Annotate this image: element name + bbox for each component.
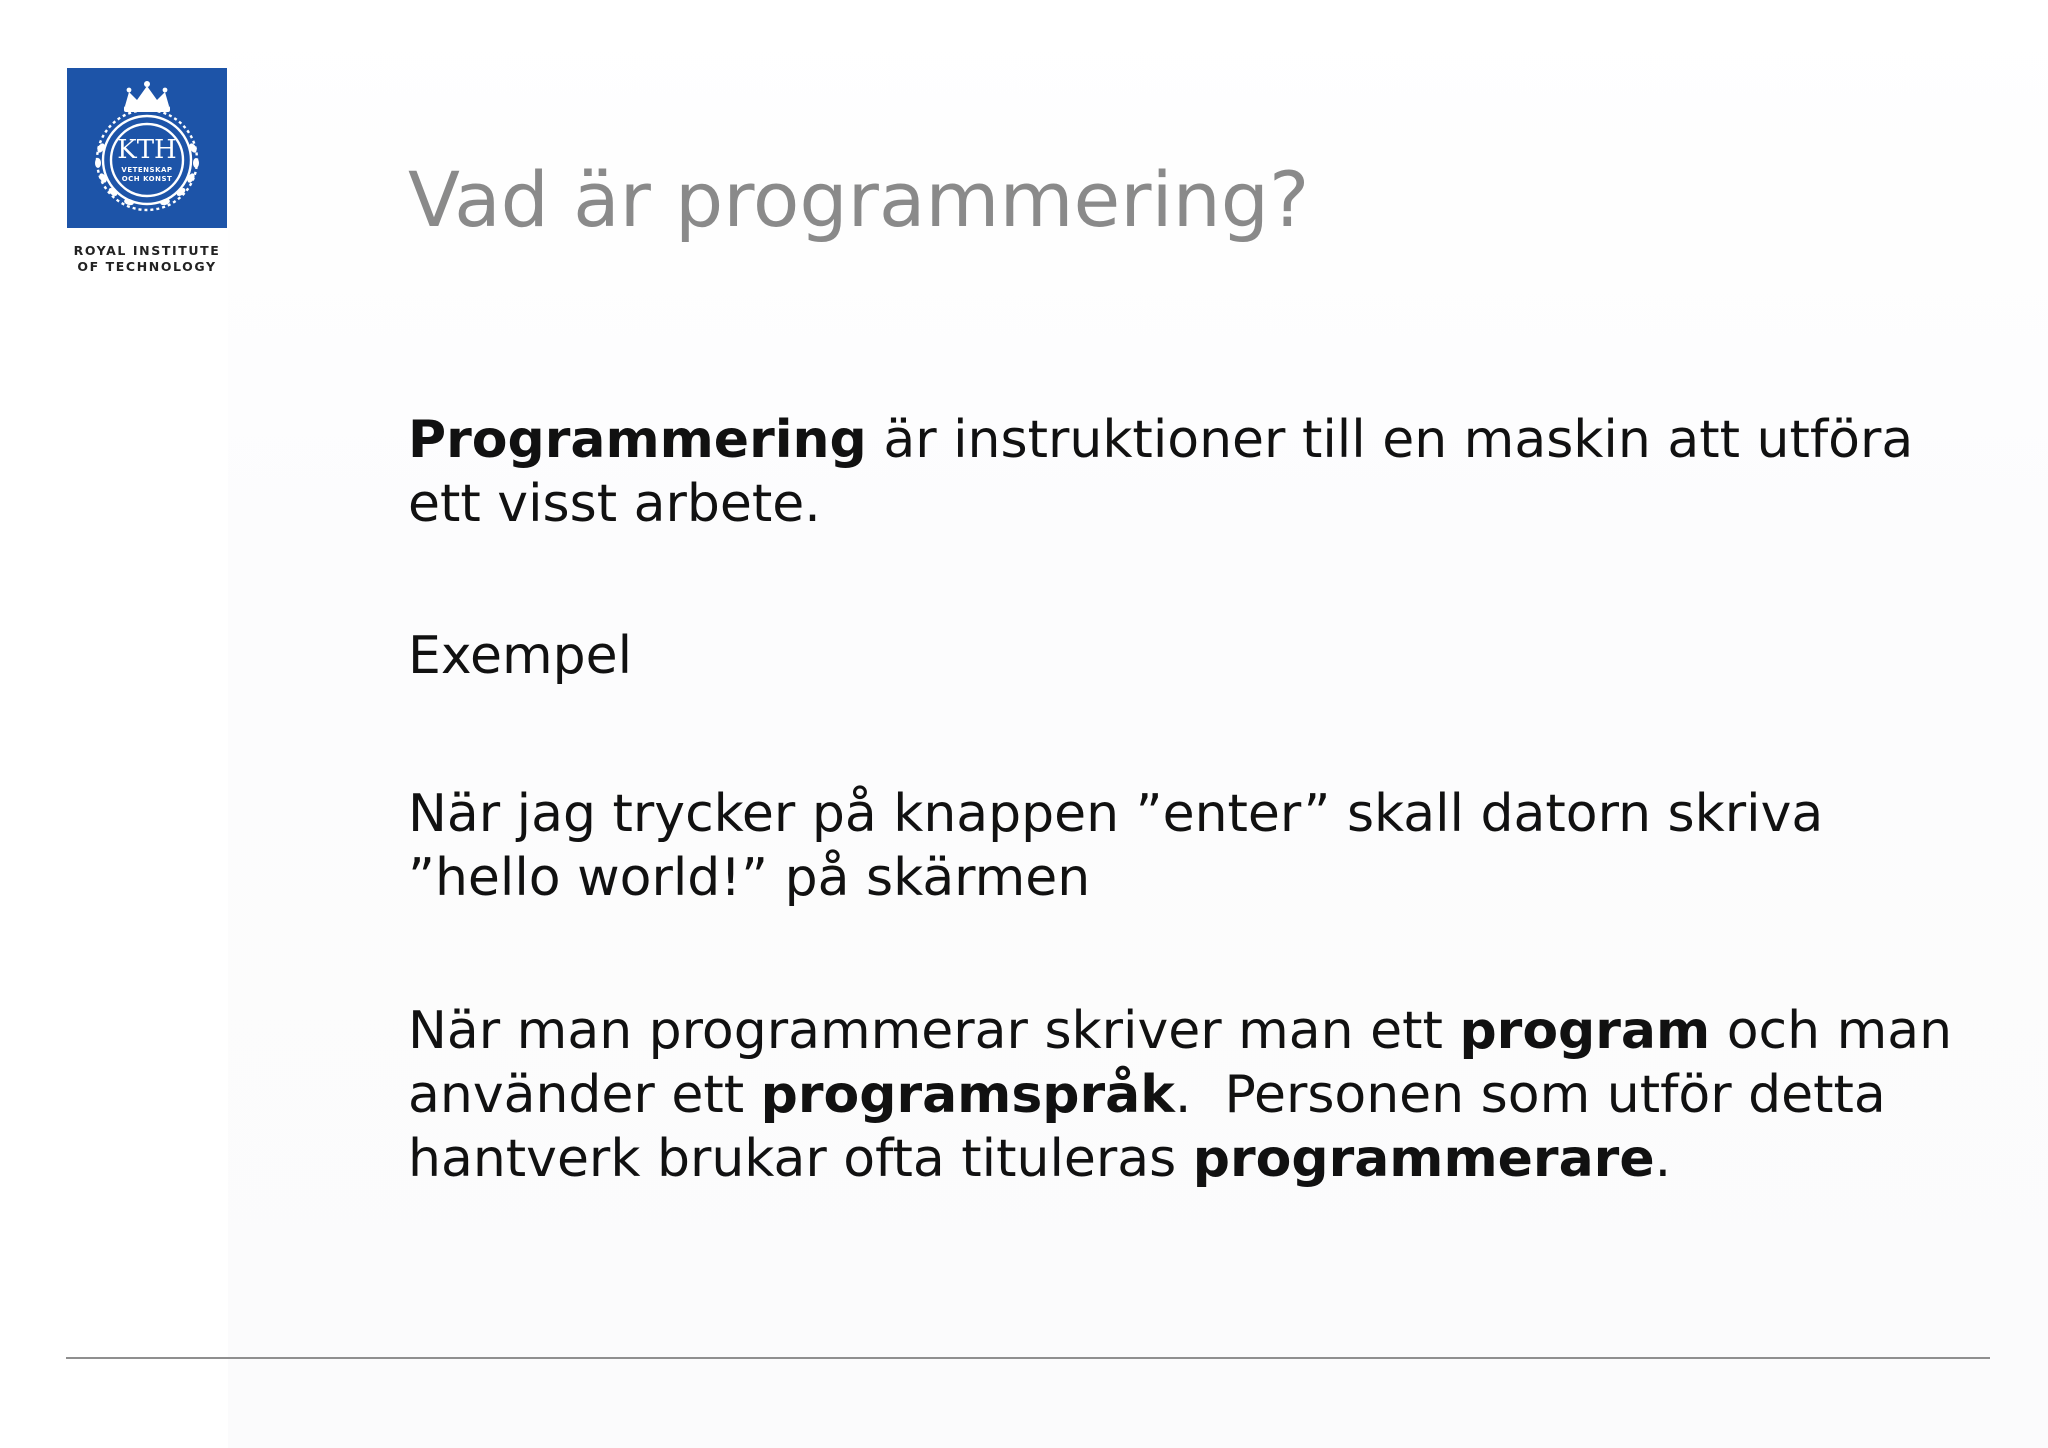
definition-text: är instruktioner till en maskin att utföra ett visst arbete.	[408, 410, 1914, 534]
logo-caption	[56, 243, 238, 275]
definition-term: Programmering	[408, 410, 867, 470]
summary-term-program: program	[1459, 1001, 1711, 1061]
summary-text-3: . Personen som utför detta hantverk brukar ofta tituleras	[408, 1065, 1903, 1189]
summary-text-1: När man programmerar skriver man ett	[408, 1001, 1460, 1061]
logo-caption-line2: OF TECHNOLOGY	[77, 259, 217, 274]
summary-term-programsprak: programspråk	[760, 1065, 1175, 1125]
footer-divider	[66, 1357, 1990, 1359]
summary-text-4: .	[1654, 1129, 1672, 1189]
logo-caption-line1: ROYAL INSTITUTE	[73, 243, 221, 258]
summary-term-programmerare: programmerare	[1192, 1129, 1655, 1189]
logo-monogram: KTH	[117, 135, 177, 165]
slide-title: Vad är programmering?	[408, 155, 1310, 244]
logo-motto-line1: VETENSKAP	[121, 166, 173, 174]
example-paragraph: När jag trycker på knappen ”enter” skall datorn skriva ”hello world!” på skärmen	[408, 784, 1824, 908]
kth-emblem-icon	[67, 68, 227, 228]
summary-paragraph	[408, 999, 1968, 1191]
definition-paragraph	[408, 408, 1968, 536]
kth-logo	[67, 68, 227, 228]
summary-text-2: och man använder ett	[408, 1001, 1953, 1125]
logo-motto-line2: OCH KONST	[121, 175, 173, 183]
example-heading: Exempel	[408, 626, 633, 686]
